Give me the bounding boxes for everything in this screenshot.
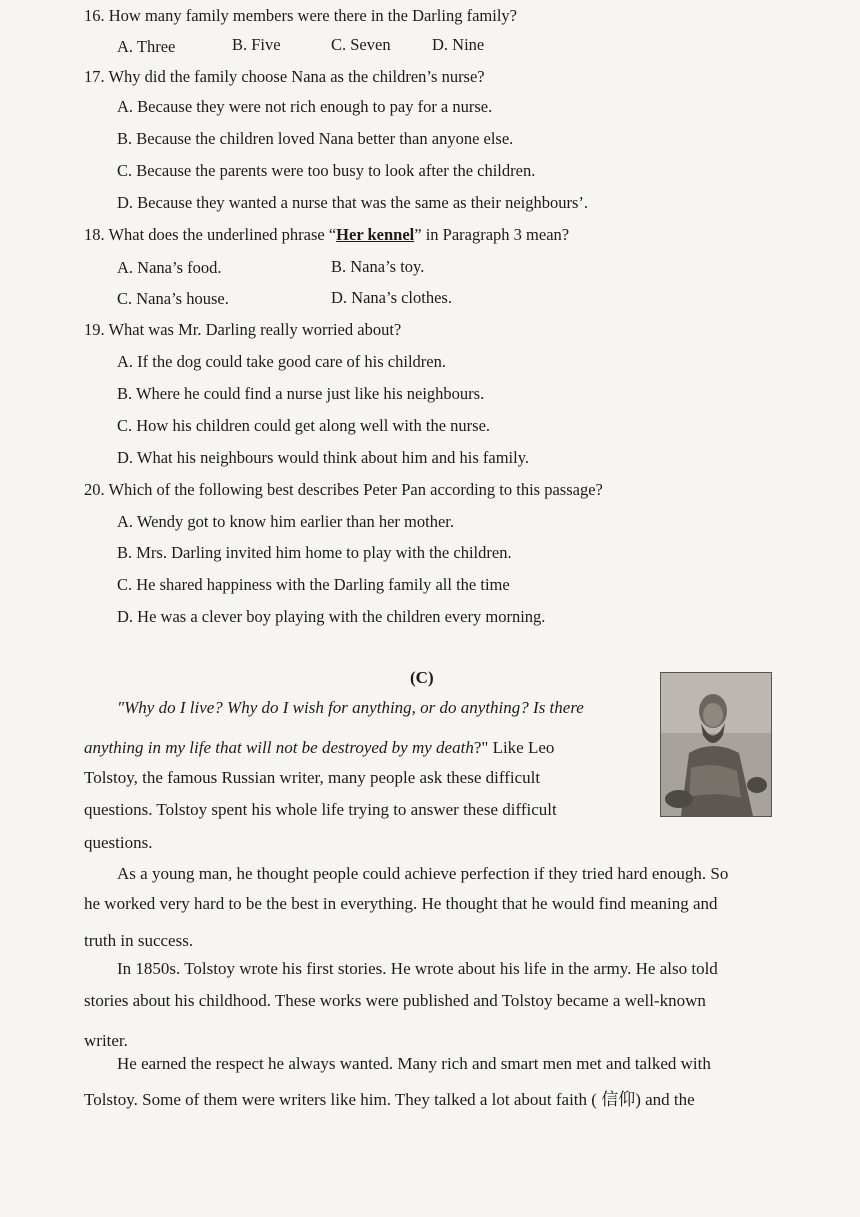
passage-p4-line2: Tolstoy. Some of them were writers like him. They talked a lot about faith ( 信仰) and the <box>84 1090 695 1109</box>
question-text: How many family members were there in the Darling family? <box>108 6 517 25</box>
option-c: C. Seven <box>331 35 391 54</box>
passage-p1-line2-rest: ?" Like Leo <box>473 738 555 757</box>
option-a: A. Three <box>117 37 176 56</box>
section-title: (C) <box>410 668 434 687</box>
option-b: B. Five <box>232 35 281 54</box>
option-a: A. Wendy got to know him earlier than her mother. <box>117 512 455 531</box>
question-20 <box>84 480 603 500</box>
option-d: D. What his neighbours would think about him and his family. <box>117 448 530 467</box>
option-b: B. Because the children loved Nana better than anyone else. <box>117 129 514 148</box>
question-number: 18. <box>84 225 105 244</box>
passage-p4-line1: He earned the respect he always wanted. Many rich and smart men met and talked with <box>117 1054 711 1073</box>
option-a: A. Nana’s food. <box>117 258 222 277</box>
question-text: Why did the family choose Nana as the children’s nurse? <box>108 67 485 86</box>
option-b: B. Nana’s toy. <box>331 257 425 276</box>
option-a: A. Because they were not rich enough to pay for a nurse. <box>117 97 493 116</box>
question-number: 16. <box>84 6 105 25</box>
passage-p2-line2: he worked very hard to be the best in everything. He thought that he would find meaning and <box>84 894 718 913</box>
underlined-phrase: Her kennel <box>336 225 415 244</box>
question-19 <box>84 320 401 340</box>
passage-p1-line3: Tolstoy, the famous Russian writer, many people ask these difficult <box>84 768 541 787</box>
question-number: 20. <box>84 480 105 499</box>
passage-p3-line1: In 1850s. Tolstoy wrote his first stories. He wrote about his life in the army. He also told <box>117 959 718 978</box>
passage-p2-line3: truth in success. <box>84 931 194 950</box>
passage-p1-line4: questions. Tolstoy spent his whole life trying to answer these difficult <box>84 800 557 819</box>
passage-p1-line2 <box>84 738 554 758</box>
option-c: C. He shared happiness with the Darling family all the time <box>117 575 510 594</box>
question-18 <box>84 225 569 245</box>
question-number: 17. <box>84 67 105 86</box>
question-number: 19. <box>84 320 105 339</box>
question-text-pre: What does the underlined phrase “ <box>108 225 337 244</box>
passage-p1-line5: questions. <box>84 833 153 852</box>
passage-p3-line2: stories about his childhood. These works were published and Tolstoy became a well-known <box>84 991 706 1010</box>
question-text: Which of the following best describes Peter Pan according to this passage? <box>108 480 603 499</box>
option-d: D. Nana’s clothes. <box>331 288 452 307</box>
option-c: C. Because the parents were too busy to look after the children. <box>117 161 536 180</box>
option-b: B. Mrs. Darling invited him home to play with the children. <box>117 543 512 562</box>
option-a: A. If the dog could take good care of his children. <box>117 352 446 371</box>
option-c: C. How his children could get along well with the nurse. <box>117 416 491 435</box>
question-text: What was Mr. Darling really worried about? <box>108 320 402 339</box>
option-b: B. Where he could find a nurse just like his neighbours. <box>117 384 485 403</box>
portrait-drawing <box>661 673 771 816</box>
passage-p3-line3: writer. <box>84 1031 128 1050</box>
question-16 <box>84 6 517 26</box>
passage-p1-line1: "Why do I live? Why do I wish for anything, or do anything? Is there <box>117 698 584 717</box>
option-d: D. He was a clever boy playing with the children every morning. <box>117 607 546 626</box>
option-d: D. Nine <box>432 35 485 54</box>
portrait-image <box>660 672 772 817</box>
question-text-post: ” in Paragraph 3 mean? <box>414 225 570 244</box>
question-17 <box>84 67 485 87</box>
passage-p1-line2-italic: anything in my life that will not be destroyed by my death <box>84 738 474 757</box>
passage-p2-line1: As a young man, he thought people could achieve perfection if they tried hard enough. So <box>117 864 729 883</box>
option-d: D. Because they wanted a nurse that was the same as their neighbours’. <box>117 193 589 212</box>
option-c: C. Nana’s house. <box>117 289 229 308</box>
